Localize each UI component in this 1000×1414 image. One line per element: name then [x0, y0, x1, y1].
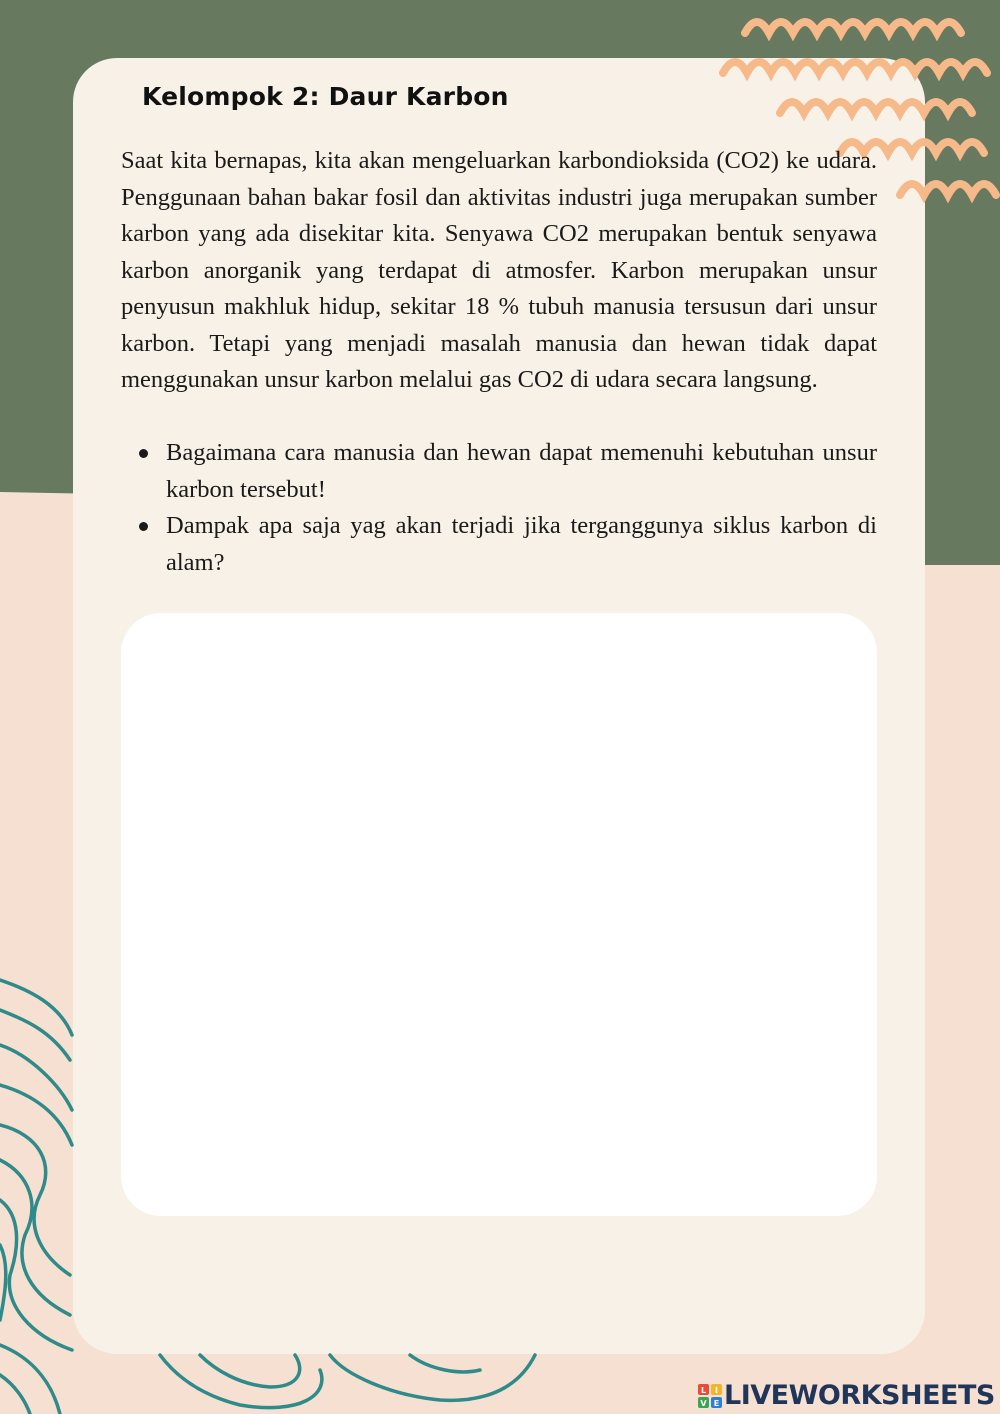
question-text: Bagaimana cara manusia dan hewan dapat memenuhi kebutuhan unsur karbon tersebut!: [166, 439, 877, 503]
logo-text: LIVEWORKSHEETS: [724, 1380, 995, 1411]
logo-letter: E: [713, 1398, 720, 1408]
page-title: Kelompok 2: Daur Karbon: [142, 82, 509, 111]
list-item: [121, 435, 877, 508]
intro-paragraph: Saat kita bernapas, kita akan mengeluarkan karbondioksida (CO2) ke udara. Penggunaan bahan bakar fosil dan aktivitas industri juga merupakan sumber karbon yang ada disekitar kita. Senyawa CO2 merupakan bentuk senyawa karbon anorganik yang terdapat di atmosfer. Karbon merupakan unsur penyusun makhluk hidup, sekitar 18 % tubuh manusia tersusun dari unsur karbon. Tetapi yang menjadi masalah manusia dan hewan tidak dapat menggunakan unsur karbon melalui gas CO2 di udara secara langsung.: [121, 147, 877, 393]
list-item: [121, 508, 877, 581]
bullet-icon: [139, 522, 148, 531]
liveworksheets-logo-icon: [698, 1384, 722, 1408]
logo-letter: V: [700, 1398, 707, 1408]
logo-letter: I: [715, 1385, 718, 1395]
answer-input[interactable]: [121, 613, 877, 1216]
liveworksheets-logo[interactable]: [698, 1380, 995, 1411]
logo-letter: L: [700, 1385, 707, 1395]
question-text: Dampak apa saja yag akan terjadi jika terganggunya siklus karbon di alam?: [166, 512, 877, 576]
bullet-icon: [139, 449, 148, 458]
question-list: [121, 435, 877, 581]
